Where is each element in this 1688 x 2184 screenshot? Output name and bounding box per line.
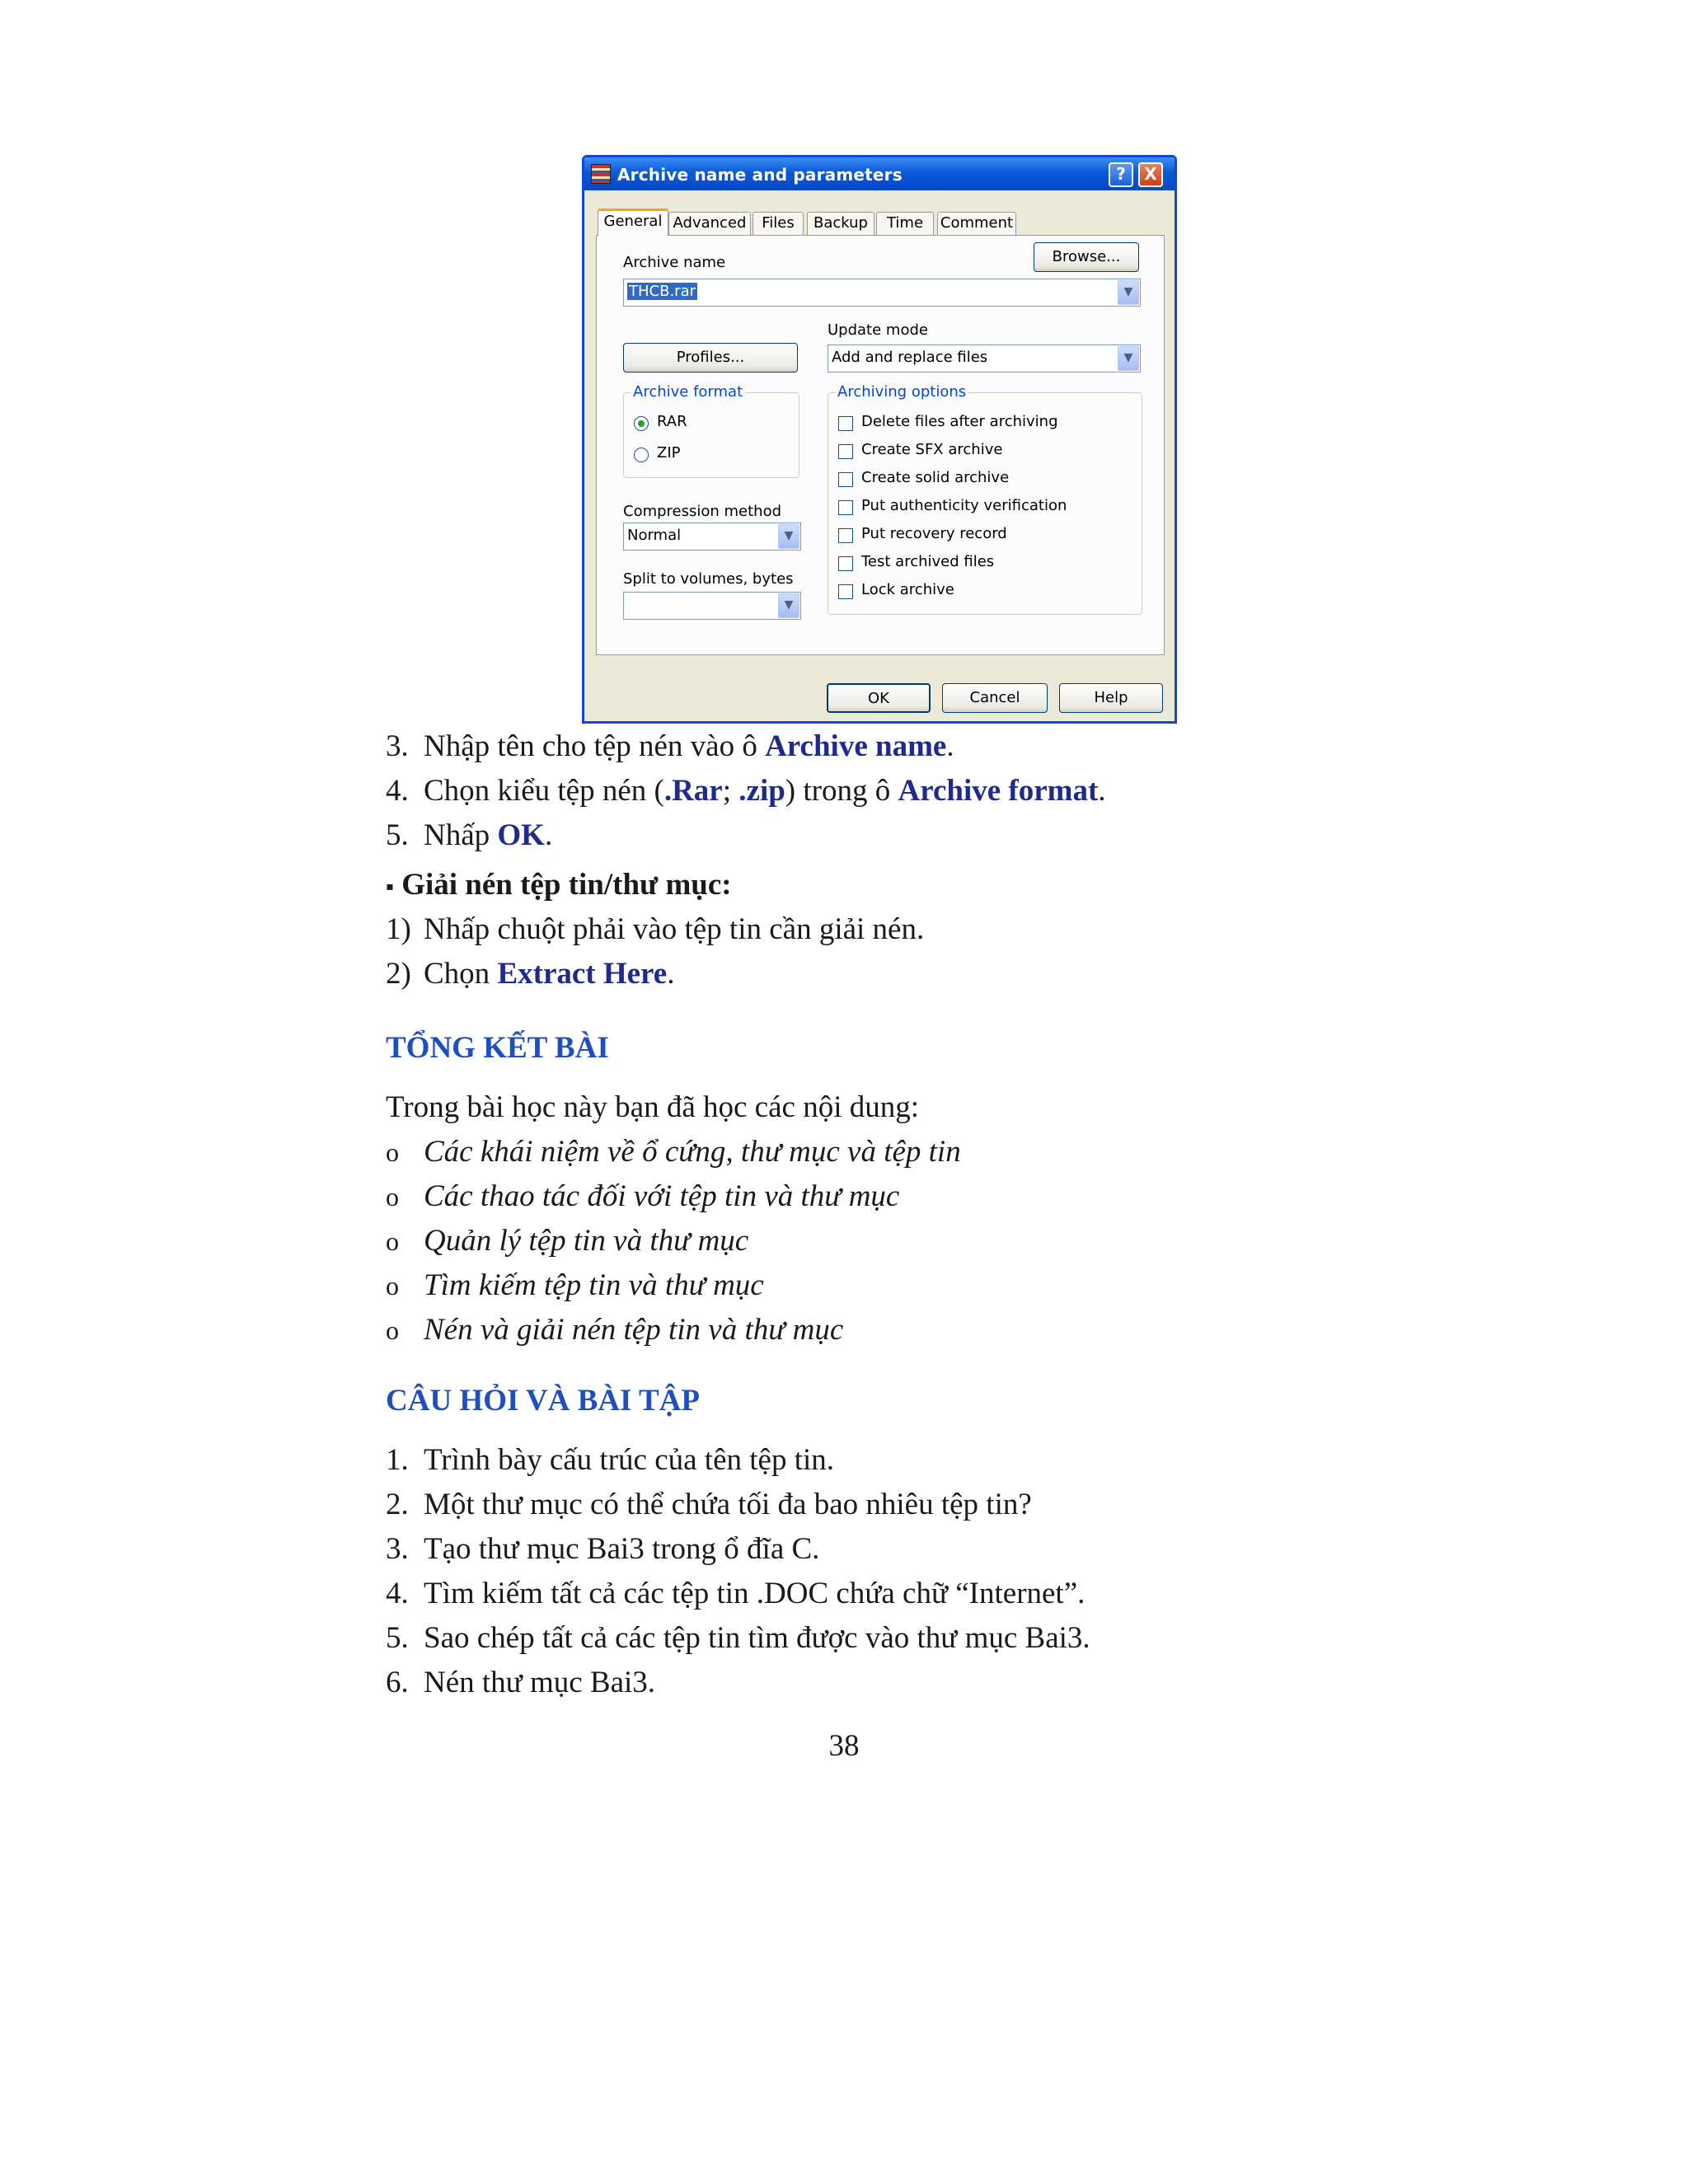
close-icon[interactable]: X [1138,162,1163,187]
step-4: 4. Chọn kiểu tệp nén (.Rar; .zip) trong ô Archive format. [386,774,1106,808]
archive-name-label: Archive name [623,254,726,271]
archive-format-group [623,383,799,478]
questions-heading: CÂU HỎI VÀ BÀI TẬP [386,1384,701,1418]
radio-rar-label: RAR [657,413,687,430]
general-panel [596,235,1165,655]
checkbox-lock-archive[interactable] [838,584,853,599]
compression-method-value: Normal [627,527,682,544]
archiving-options-group [828,383,1142,615]
extract-step-2: 2) Chọn Extract Here. [386,957,675,991]
dialog-title: Archive name and parameters [617,165,903,185]
archive-name-input[interactable] [623,279,1141,307]
chevron-down-icon[interactable]: ▼ [778,593,799,618]
help-button[interactable]: Help [1059,683,1163,713]
checkbox-test-files[interactable] [838,556,853,571]
profiles-button[interactable]: Profiles... [623,343,798,373]
checkbox-recovery-record[interactable] [838,528,853,543]
chevron-down-icon[interactable]: ▼ [778,524,799,549]
split-volumes-select[interactable] [623,592,801,620]
checkbox-solid-archive-label: Create solid archive [861,469,1010,486]
winrar-icon [591,164,611,184]
radio-zip-label: ZIP [657,444,681,462]
checkbox-test-files-label: Test archived files [861,553,995,570]
update-mode-value: Add and replace files [832,349,988,366]
question-item: 4. Tìm kiếm tất cả các tệp tin .DOC chứa chữ “Internet”. [386,1577,1085,1610]
tab-general[interactable]: General [598,209,668,236]
tab-advanced[interactable]: Advanced [668,212,751,235]
checkbox-create-sfx-label: Create SFX archive [861,441,1003,458]
page-number: 38 [828,1729,860,1763]
tab-files[interactable]: Files [753,212,804,235]
ok-button[interactable]: OK [827,683,931,713]
compression-method-select[interactable] [623,523,801,551]
summary-item: o Các khái niệm về ổ cứng, thư mục và tệp tin [386,1135,961,1169]
question-item: 6. Nén thư mục Bai3. [386,1666,656,1699]
summary-heading: TỔNG KẾT BÀI [386,1031,609,1065]
checkbox-create-sfx[interactable] [838,444,853,459]
chevron-down-icon[interactable]: ▼ [1118,280,1139,305]
archive-format-title: Archive format [631,383,745,401]
summary-item: o Quản lý tệp tin và thư mục [386,1224,749,1258]
update-mode-label: Update mode [828,321,928,339]
update-mode-select[interactable] [828,344,1141,373]
radio-rar[interactable] [634,416,649,431]
step-3: 3. Nhập tên cho tệp nén vào ô Archive name. [386,729,954,763]
split-volumes-label: Split to volumes, bytes [623,570,794,588]
chevron-down-icon[interactable]: ▼ [1118,346,1139,371]
question-item: 5. Sao chép tất cả các tệp tin tìm được vào thư mục Bai3. [386,1621,1090,1655]
question-item: 2. Một thư mục có thể chứa tối đa bao nhiêu tệp tin? [386,1488,1032,1521]
help-icon[interactable]: ? [1109,162,1133,187]
checkbox-solid-archive[interactable] [838,472,853,487]
cancel-button[interactable]: Cancel [942,683,1048,713]
summary-item: o Tìm kiếm tệp tin và thư mục [386,1268,764,1302]
summary-intro: Trong bài học này bạn đã học các nội dung: [386,1090,920,1124]
tab-comment[interactable]: Comment [937,212,1016,235]
radio-zip[interactable] [634,448,649,462]
archiving-options-title: Archiving options [835,383,968,401]
checkbox-authenticity[interactable] [838,500,853,515]
compression-method-label: Compression method [623,503,782,520]
extract-title: ▪ Giải nén tệp tin/thư mục: [386,868,732,902]
checkbox-recovery-record-label: Put recovery record [861,525,1007,542]
checkbox-delete-files-label: Delete files after archiving [861,413,1058,430]
question-item: 1. Trình bày cấu trúc của tên tệp tin. [386,1443,835,1477]
summary-item: o Nén và giải nén tệp tin và thư mục [386,1313,844,1347]
tab-backup[interactable]: Backup [807,212,874,235]
archive-dialog [582,155,1177,724]
step-5: 5. Nhấp OK. [386,818,553,852]
archive-name-value: THCB.rar [629,283,696,300]
tab-time[interactable]: Time [876,212,934,235]
extract-step-1: 1) Nhấp chuột phải vào tệp tin cần giải nén. [386,912,925,946]
browse-button[interactable]: Browse... [1034,242,1139,272]
question-item: 3. Tạo thư mục Bai3 trong ổ đĩa C. [386,1532,820,1566]
summary-item: o Các thao tác đối với tệp tin và thư mục [386,1179,900,1213]
dialog-titlebar [584,157,1175,190]
checkbox-lock-archive-label: Lock archive [861,581,954,598]
checkbox-delete-files[interactable] [838,416,853,431]
checkbox-authenticity-label: Put authenticity verification [861,497,1067,514]
